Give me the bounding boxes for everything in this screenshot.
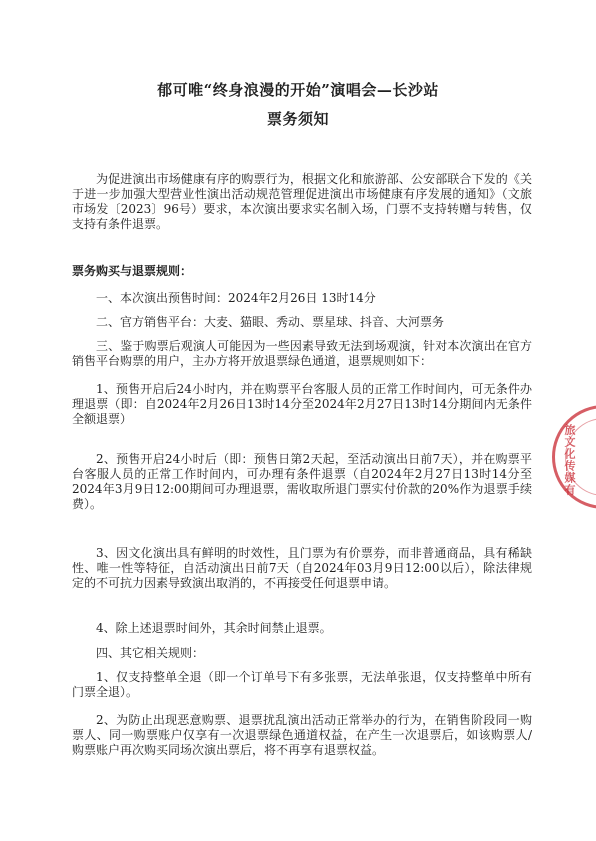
other-2-block (72, 713, 532, 758)
intro-paragraph (72, 172, 532, 232)
item-1-block (72, 291, 532, 306)
rule-2-block (72, 452, 532, 512)
document-title: 郁可唯“终身浪漫的开始”演唱会—长沙站 (157, 81, 439, 99)
item-4-block (72, 646, 532, 661)
document-subtitle: 票务须知 (266, 110, 329, 128)
other-2: 2、为防止出现恶意购票、退票扰乱演出活动正常举办的行为，在销售阶段同一购票人、同一购票账户仅享有一次退票绿色通道权益，在产生一次退票后，如该购票人/购票账户再次购买同场次演出票后，将不再享有退票权益。 (72, 713, 532, 757)
rule-1-block (72, 382, 532, 427)
other-1: 1、仅支持整单全退（即一个订单号下有多张票，无法单张退，仅支持整单中所有门票全退）。 (72, 670, 532, 699)
red-seal-stamp (552, 405, 596, 509)
item-3: 三、鉴于购票后观演人可能因为一些因素导致无法到场观演，针对本次演出在官方销售平台购票的用户，主办方将开放退票绿色通道，退票规则如下： (72, 339, 532, 368)
intro-text: 为促进演出市场健康有序的购票行为，根据文化和旅游部、公安部联合下发的《关于进一步加强大型营业性演出活动规范管理促进演出市场健康有序发展的通知》（文旅市场发〔2023〕96号）要求，本次演出要求实名制入场，门票不支持转赠与转售，仅支持有条件退票。 (72, 172, 532, 231)
rule-3-block (72, 546, 532, 591)
item-4: 四、其它相关规则： (96, 646, 205, 660)
section-heading: 票务购买与退票规则： (72, 264, 193, 278)
rule-3: 3、因文化演出具有鲜明的时效性，且门票为有价票券，而非普通商品，具有稀缺性、唯一性等特征，自活动演出日前7天（自2024年03月9日12:00以后），除法律规定的不可抗力因素导致演出取消的，不再接受任何退票申请。 (72, 546, 532, 590)
rule-2: 2、预售开启24小时后（即：预售日第2天起，至活动演出日前7天），并在购票平台客服人员的正常工作时间内，可办理有条件退票（自2024年2月27日13时14分至2024年3月9日12:00期间可办理退票，需收取所退门票实付价款的20%作为退票手续费）。 (72, 452, 532, 511)
rule-4-block (72, 621, 532, 636)
stamp-text: 旅文化传媒有 (563, 424, 576, 496)
item-2: 二、官方销售平台：大麦、猫眼、秀动、票星球、抖音、大河票务 (96, 315, 445, 329)
rule-4: 4、除上述退票时间外，其余时间禁止退票。 (96, 621, 332, 635)
section-heading-block (72, 264, 532, 279)
rule-1: 1、预售开启后24小时内，并在购票平台客服人员的正常工作时间内，可无条件办理退票（即：自2024年2月26日13时14分至2024年2月27日13时14分期间内无条件全额退票） (72, 382, 532, 426)
other-1-block (72, 670, 532, 700)
item-3-block (72, 339, 532, 369)
item-2-block (72, 315, 532, 330)
item-1: 一、本次演出预售时间：2024年2月26日 13时14分 (96, 291, 376, 305)
